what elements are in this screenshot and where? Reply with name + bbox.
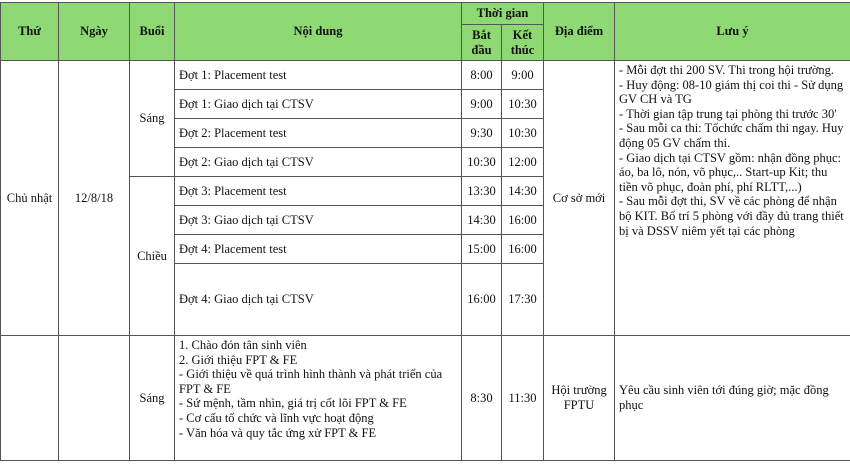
day1-row1-start: 8:00	[462, 61, 502, 90]
header-thu: Thứ	[1, 3, 59, 61]
day1-note-2: - Huy động: 08-10 giám thị coi thi - Sử dụng GV CH và TG	[619, 77, 844, 107]
header-ngay: Ngày	[59, 3, 130, 61]
day1-row4-start: 10:30	[462, 148, 502, 177]
day2-ngay	[59, 336, 130, 461]
day2-item-1: 1. Chào đón tân sinh viên	[179, 338, 307, 352]
header-luu-y: Lưu ý	[615, 3, 850, 61]
header-noi-dung: Nội dung	[175, 3, 462, 61]
header-ket-thuc: Kết thúc	[502, 25, 544, 61]
day1-buoi-chieu: Chiều	[130, 177, 175, 336]
day1-buoi-sang: Sáng	[130, 61, 175, 177]
day2-item-2: 2. Giới thiệu FPT & FE	[179, 352, 298, 367]
day1-row2-end: 10:30	[502, 90, 544, 119]
day1-row2-content: Đợt 1: Giao dịch tại CTSV	[175, 90, 462, 119]
day2-content	[175, 336, 462, 461]
day2-buoi-sang: Sáng	[130, 336, 175, 461]
day2-dia-diem: Hội trường FPTU	[544, 336, 615, 461]
day1-thu: Chủ nhật	[1, 61, 59, 336]
day1-row8-content: Đợt 4: Giao dịch tại CTSV	[175, 264, 462, 336]
header-dia-diem: Địa điểm	[544, 3, 615, 61]
day1-row3-content: Đợt 2: Placement test	[175, 119, 462, 148]
header-thoi-gian: Thời gian	[462, 3, 544, 25]
day1-row4-content: Đợt 2: Giao dịch tại CTSV	[175, 148, 462, 177]
day2-end: 11:30	[502, 336, 544, 461]
day1-row1-content: Đợt 1: Placement test	[175, 61, 462, 90]
day1-dia-diem: Cơ sở mới	[544, 61, 615, 336]
day1-row3-end: 10:30	[502, 119, 544, 148]
day1-row7-end: 16:00	[502, 235, 544, 264]
day2-note: Yêu cầu sinh viên tới đúng giờ; mặc đồng phục	[615, 336, 850, 461]
day1-note-3: - Thời gian tập trung tại phòng thi trước 30'	[619, 106, 837, 121]
day2-item-6: - Văn hóa và quy tắc ứng xử FPT & FE	[179, 425, 377, 440]
day2-item-3: - Giới thiệu về quá trình hình thành và phát triển của FPT & FE	[179, 367, 443, 396]
day2-thu	[1, 336, 59, 461]
day1-row4-end: 12:00	[502, 148, 544, 177]
day1-row8-start: 16:00	[462, 264, 502, 336]
day1-row7-start: 15:00	[462, 235, 502, 264]
day1-row2-start: 9:00	[462, 90, 502, 119]
day1-ngay: 12/8/18	[59, 61, 130, 336]
day1-row6-end: 16:00	[502, 206, 544, 235]
day1-row3-start: 9:30	[462, 119, 502, 148]
header-buoi: Buổi	[130, 3, 175, 61]
day1-note-4: - Sau mỗi ca thi: Tổchức chấm thi ngay. Huy động 05 GV chấm thi.	[619, 121, 844, 150]
day1-row5-end: 14:30	[502, 177, 544, 206]
day1-notes	[615, 61, 850, 336]
day1-note-5: - Giao dịch tại CTSV gồm: nhận đồng phục: áo, ba lô, nón, võ phục,.. Start-up Kit; thu tiền võ phục, đoàn phí, phí RLTT,...)	[619, 150, 841, 194]
day2-start: 8:30	[462, 336, 502, 461]
day1-row5-content: Đợt 3: Placement test	[175, 177, 462, 206]
day2-item-4: - Sứ mệnh, tầm nhìn, giá trị cốt lõi FPT & FE	[179, 396, 407, 411]
day1-row8-end: 17:30	[502, 264, 544, 336]
day1-row6-start: 14:30	[462, 206, 502, 235]
day1-note-1: - Mỗi đợt thi 200 SV. Thi trong hội trường.	[619, 63, 835, 77]
day1-row1-end: 9:00	[502, 61, 544, 90]
day1-row7-content: Đợt 4: Placement test	[175, 235, 462, 264]
day1-note-6: - Sau mỗi đợt thi, SV về các phòng để nhận bộ KIT. Bố trí 5 phòng với đầy đủ trang thiết bị và DSSV niêm yết tại các phòng	[619, 194, 844, 238]
day2-item-5: - Cơ cấu tổ chức và lĩnh vực hoạt động	[179, 410, 374, 425]
day1-row6-content: Đợt 3: Giao dịch tại CTSV	[175, 206, 462, 235]
schedule-table	[0, 2, 850, 461]
header-bat-dau: Bắt đầu	[462, 25, 502, 61]
day1-row5-start: 13:30	[462, 177, 502, 206]
